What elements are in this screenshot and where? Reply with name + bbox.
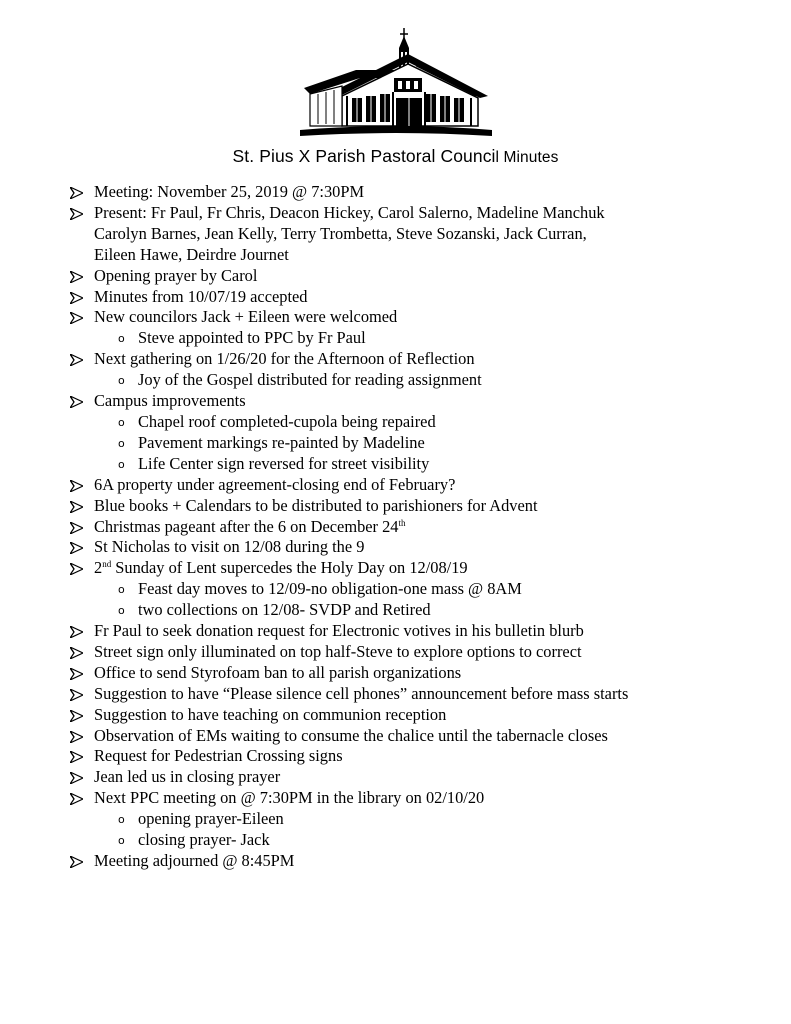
item-text-line: [138, 809, 770, 830]
page-title: [0, 146, 791, 167]
item-text-line: [138, 370, 770, 391]
item-text: Pavement markings re-painted by Madeline: [138, 432, 425, 452]
hollow-circle-bullet-icon: o: [118, 457, 125, 471]
item-text: Chapel roof completed-cupola being repaired: [138, 411, 436, 431]
arrow-bullet-icon: [70, 647, 83, 659]
hollow-circle-bullet-icon: o: [118, 834, 125, 848]
hollow-circle-bullet-icon: o: [118, 436, 125, 450]
list-item: [70, 663, 770, 684]
item-text-line: [94, 558, 770, 579]
item-text-line: [138, 830, 770, 851]
item-text-line: [94, 245, 770, 266]
item-text-line: [138, 579, 770, 600]
arrow-bullet-icon: [70, 626, 83, 638]
arrow-bullet-icon: [70, 856, 83, 868]
minutes-list: [70, 182, 770, 872]
list-item: [70, 349, 770, 370]
arrow-bullet-icon: [70, 772, 83, 784]
item-text: Suggestion to have teaching on communion reception: [94, 704, 447, 724]
arrow-bullet-icon: [70, 271, 83, 283]
item-text-line: [94, 496, 770, 517]
item-text-line: [94, 726, 770, 747]
church-building-illustration: [296, 26, 496, 138]
page-title-suffix: l Minutes: [495, 149, 559, 166]
item-text: Opening prayer by Carol: [94, 265, 258, 285]
ordinal-suffix: th: [398, 517, 406, 528]
arrow-bullet-icon: [70, 731, 83, 743]
list-item: [70, 496, 770, 517]
item-text: 6A property under agreement-closing end of February?: [94, 474, 456, 494]
list-item: [70, 558, 770, 579]
list-item: [70, 726, 770, 747]
sub-list-item: [118, 412, 770, 433]
arrow-bullet-icon: [70, 312, 83, 324]
item-text: two collections on 12/08- SVDP and Retired: [138, 600, 431, 620]
item-text-line: [94, 746, 770, 767]
hollow-circle-bullet-icon: o: [118, 332, 125, 346]
arrow-bullet-icon: [70, 501, 83, 513]
item-text: New councilors Jack + Eileen were welcomed: [94, 307, 398, 327]
item-text-line: [94, 349, 770, 370]
item-text-line: [94, 266, 770, 287]
list-item: [70, 266, 770, 287]
item-text-line: [94, 705, 770, 726]
arrow-bullet-icon: [70, 710, 83, 722]
item-text-line: [94, 287, 770, 308]
item-text-line: [138, 600, 770, 621]
ordinal-suffix: nd: [102, 559, 112, 570]
item-text: Life Center sign reversed for street visibility: [138, 453, 430, 473]
arrow-bullet-icon: [70, 522, 83, 534]
item-text-line: [94, 307, 770, 328]
item-text-line: [94, 537, 770, 558]
arrow-bullet-icon: [70, 793, 83, 805]
item-text: Next gathering on 1/26/20 for the Afternoon of Reflection: [94, 349, 475, 369]
page-title-main: St. Pius X Parish Pastoral Counci: [232, 146, 496, 166]
arrow-bullet-icon: [70, 563, 83, 575]
item-text: Meeting adjourned @ 8:45PM: [94, 851, 295, 870]
item-text: Christmas pageant after the 6 on December 24: [94, 516, 399, 536]
ordinal-number: 2: [94, 558, 103, 578]
arrow-bullet-icon: [70, 668, 83, 680]
hollow-circle-bullet-icon: o: [118, 813, 125, 827]
item-text: Observation of EMs waiting to consume the chalice until the tabernacle closes: [94, 725, 608, 745]
arrow-bullet-icon: [70, 396, 83, 408]
item-text: Minutes from 10/07/19 accepted: [94, 286, 308, 306]
item-text: Present: Fr Paul, Fr Chris, Deacon Hickey, Carol Salerno, Madeline Manchuk: [94, 202, 605, 222]
item-text-line: [138, 433, 770, 454]
arrow-bullet-icon: [70, 480, 83, 492]
item-text: Eileen Hawe, Deirdre Journet: [94, 244, 289, 264]
list-item: [70, 537, 770, 558]
sub-list-item: [118, 809, 770, 830]
sub-list-item: [118, 579, 770, 600]
sub-list-item: [118, 830, 770, 851]
item-text-line: [94, 203, 770, 224]
item-text: Blue books + Calendars to be distributed to parishioners for Advent: [94, 495, 538, 515]
list-item: [70, 475, 770, 496]
item-text: Sunday of Lent supercedes the Holy Day on 12/08/19: [111, 558, 468, 578]
item-text: closing prayer- Jack: [138, 830, 270, 850]
item-text-line: [94, 391, 770, 412]
item-text: Fr Paul to seek donation request for Electronic votives in his bulletin blurb: [94, 621, 584, 641]
arrow-bullet-icon: [70, 208, 83, 220]
arrow-bullet-icon: [70, 542, 83, 554]
item-text: Suggestion to have “Please silence cell phones” announcement before mass starts: [94, 683, 629, 703]
item-text: Meeting: November 25, 2019 @ 7:30PM: [94, 182, 365, 201]
item-text: Office to send Styrofoam ban to all parish organizations: [94, 662, 462, 682]
item-text-line: [94, 517, 770, 538]
arrow-bullet-icon: [70, 187, 83, 199]
list-item: [70, 788, 770, 809]
item-text-line: [94, 182, 770, 203]
list-item: [70, 182, 770, 203]
item-text-line: [94, 788, 770, 809]
item-text: Street sign only illuminated on top half-Steve to explore options to correct: [94, 641, 582, 661]
sub-list-item: [118, 328, 770, 349]
hollow-circle-bullet-icon: o: [118, 604, 125, 618]
item-text: Request for Pedestrian Crossing signs: [94, 746, 343, 766]
list-item: [70, 391, 770, 412]
list-item: [70, 642, 770, 663]
item-text-line: [94, 642, 770, 663]
item-text-line: [94, 767, 770, 788]
item-text-line: [94, 663, 770, 684]
item-text: Joy of the Gospel distributed for reading assignment: [138, 370, 482, 390]
sub-list-item: [118, 454, 770, 475]
arrow-bullet-icon: [70, 354, 83, 366]
list-item: [70, 746, 770, 767]
item-text: Jean led us in closing prayer: [94, 767, 281, 787]
sub-list-item: [118, 433, 770, 454]
sub-list-item: [118, 370, 770, 391]
hollow-circle-bullet-icon: o: [118, 415, 125, 429]
item-text: opening prayer-Eileen: [138, 809, 284, 829]
arrow-bullet-icon: [70, 751, 83, 763]
list-item: [70, 287, 770, 308]
arrow-bullet-icon: [70, 689, 83, 701]
item-text: Carolyn Barnes, Jean Kelly, Terry Trombetta, Steve Sozanski, Jack Curran,: [94, 223, 587, 243]
hollow-circle-bullet-icon: o: [118, 583, 125, 597]
list-item: [70, 307, 770, 328]
item-text: Campus improvements: [94, 391, 246, 411]
list-item: [70, 203, 770, 266]
item-text-line: [138, 328, 770, 349]
list-item: [70, 517, 770, 538]
list-item: [70, 767, 770, 788]
item-text-line: [94, 684, 770, 705]
item-text: Feast day moves to 12/09-no obligation-one mass @ 8AM: [138, 579, 522, 599]
sub-list-item: [118, 600, 770, 621]
list-item: [70, 684, 770, 705]
item-text-line: [94, 224, 770, 245]
list-item: [70, 705, 770, 726]
item-text-line: [138, 412, 770, 433]
item-text: Steve appointed to PPC by Fr Paul: [138, 328, 366, 348]
item-text: Next PPC meeting on @ 7:30PM in the library on 02/10/20: [94, 788, 485, 808]
item-text-line: [94, 475, 770, 496]
item-text-line: [138, 454, 770, 475]
item-text-line: [94, 851, 770, 872]
list-item: [70, 621, 770, 642]
arrow-bullet-icon: [70, 292, 83, 304]
item-text-line: [94, 621, 770, 642]
item-text: St Nicholas to visit on 12/08 during the 9: [94, 537, 365, 557]
list-item: [70, 851, 770, 872]
hollow-circle-bullet-icon: o: [118, 374, 125, 388]
